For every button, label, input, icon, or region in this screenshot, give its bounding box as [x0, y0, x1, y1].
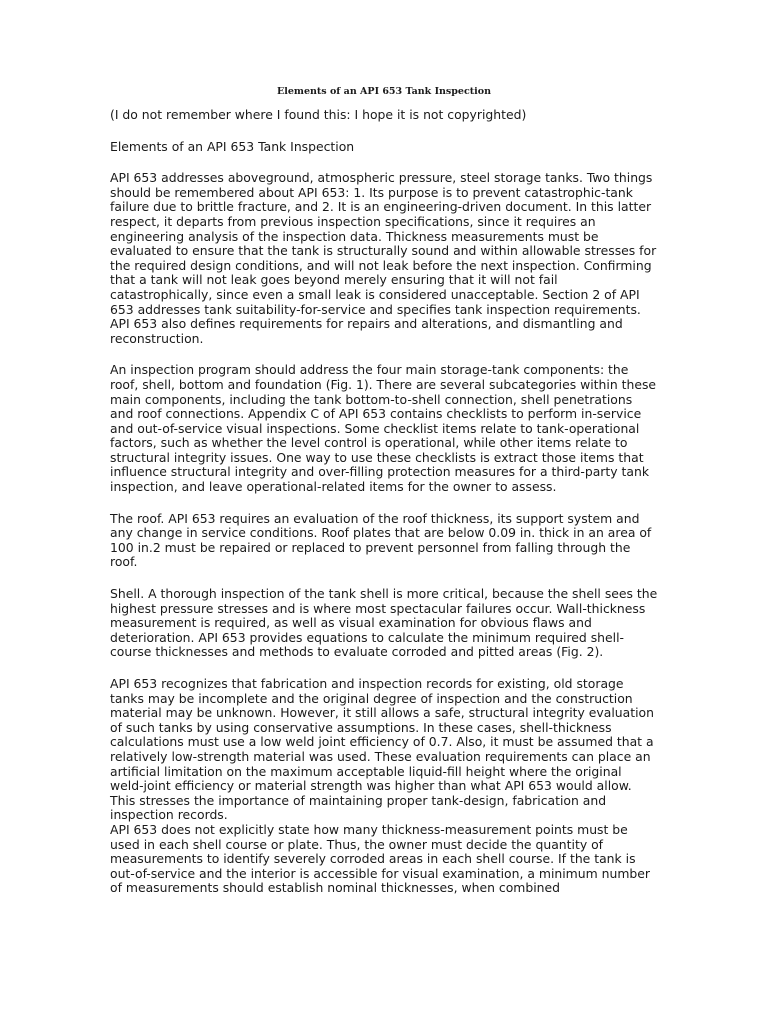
paragraph-records: API 653 recognizes that fabrication and inspection records for existing, old storage tanks may be incomplete and the original degree of inspection and the construction material may be unknown. However, it still allows a safe, structural integrity evaluation of such tanks by using conservative assumptions. In these cases, shell-thickness calculations must use a low weld joint efficiency of 0.7. Also, it must be assumed that a relatively low-strength material was used. These evaluation requirements can place an artificial limitation on the maximum acceptable liquid-fill height where the original weld-joint efficiency or material strength was higher than what API 653 would allow. This stresses the importance of maintaining proper tank-design, fabrication and inspection records. — [110, 676, 654, 823]
document-title: Elements of an API 653 Tank Inspection — [277, 86, 491, 97]
paragraph-inspection-program: An inspection program should address the four main storage-tank components: the roof, shell, bottom and foundation (Fig. 1). There are several subcategories within these main components, including the tank bottom-to-shell connection, shell penetrations and roof connections. Appendix C of API 653 contains checklists to perform in-service and out-of-service visual inspections. Some checklist items relate to tank-operational factors, such as whether the level control is operational, while other items relate to structural integrity issues. One way to use these checklists is extract those items that influence structural integrity and over-filling protection measures for a third-party tank inspection, and leave operational-related items for the owner to assess. — [110, 362, 657, 495]
paragraph-copyright-note: (I do not remember where I found this: I hope it is not copyrighted) — [110, 107, 527, 122]
paragraph-heading: Elements of an API 653 Tank Inspection — [110, 138, 355, 154]
document-page — [110, 0, 658, 896]
paragraph-roof: The roof. API 653 requires an evaluation of the roof thickness, its support system and any change in service conditions. Roof plates that are below 0.09 in. thick in an area of 100 in.2 must be repaired or replaced to prevent personnel from falling through the roof. — [110, 510, 652, 570]
paragraph-measurements: API 653 does not explicitly state how many thickness-measurement points must be used in each shell course or plate. Thus, the owner must decide the quantity of measurements to identify severely corroded areas in each shell course. If the tank is out-of-service and the interior is accessible for visual examination, a minimum number of measurements should establish nominal thicknesses, when combined — [110, 821, 650, 896]
paragraph-intro: API 653 addresses aboveground, atmospheric pressure, steel storage tanks. Two things should be remembered about API 653: 1. Its purpose is to prevent catastrophic-tank failure due to brittle fracture, and 2. It is an engineering-driven document. In this latter respect, it departs from previous inspection specifications, since it requires an engineering analysis of the inspection data. Thickness measurements must be evaluated to ensure that the tank is structurally sound and within allowable stresses for the required design conditions, and will not leak before the next inspection. Confirming that a tank will not leak goes beyond merely ensuring that it will not fail catastrophically, since even a small leak is considered unacceptable. Section 2 of API 653 addresses tank suitability-for-service and specifies tank inspection requirements. API 653 also defines requirements for repairs and alterations, and dismantling and reconstruction. — [110, 170, 657, 346]
paragraph-shell: Shell. A thorough inspection of the tank shell is more critical, because the shell sees the highest pressure stresses and is where most spectacular failures occur. Wall-thickness measurement is required, as well as visual examination for obvious flaws and deterioration. API 653 provides equations to calculate the minimum required shell-course thicknesses and methods to evaluate corroded and pitted areas (Fig. 2). — [110, 586, 658, 660]
